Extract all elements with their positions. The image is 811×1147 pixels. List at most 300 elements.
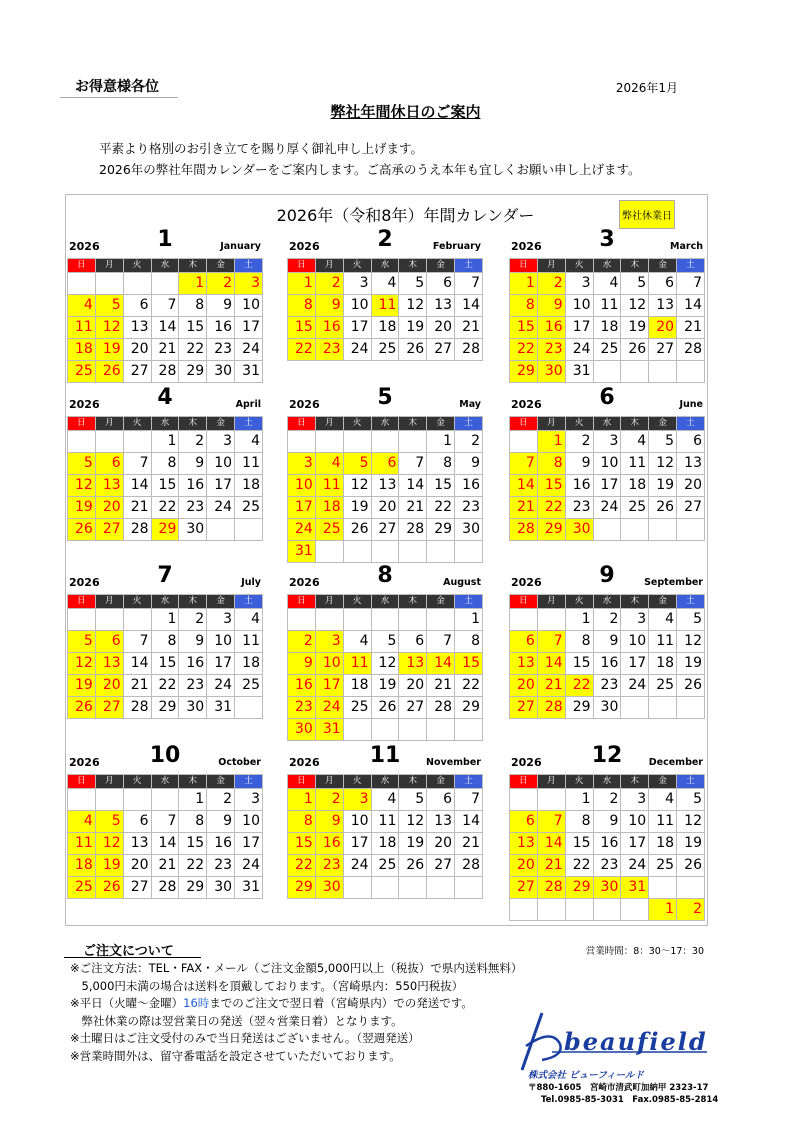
day-cell: 21 <box>123 675 151 697</box>
day-cell: 6 <box>427 789 455 811</box>
day-cell: 10 <box>235 811 263 833</box>
month-header <box>67 743 263 774</box>
weekday-header: 日 <box>288 595 316 609</box>
day-cell: 26 <box>68 697 96 719</box>
day-cell: 2 <box>565 431 593 453</box>
day-cell: 31 <box>207 697 235 719</box>
month-year: 2026 <box>511 240 542 253</box>
weekday-header: 火 <box>343 775 371 789</box>
day-cell: 18 <box>68 855 96 877</box>
weekday-header: 水 <box>151 417 179 431</box>
weekday-header: 月 <box>315 259 343 273</box>
day-cell: 2 <box>593 789 621 811</box>
day-cell: 20 <box>95 675 123 697</box>
empty-cell <box>123 609 151 631</box>
weekday-header: 金 <box>427 417 455 431</box>
day-cell: 8 <box>455 631 483 653</box>
day-cell: 19 <box>677 833 705 855</box>
day-cell: 7 <box>455 789 483 811</box>
month-table <box>67 594 263 719</box>
weekday-header: 水 <box>151 775 179 789</box>
day-cell: 2 <box>288 631 316 653</box>
day-cell: 13 <box>649 295 677 317</box>
day-cell: 8 <box>151 631 179 653</box>
month-year: 2026 <box>511 756 542 769</box>
day-cell: 18 <box>315 497 343 519</box>
empty-cell <box>455 877 483 899</box>
day-cell: 21 <box>123 497 151 519</box>
month-year: 2026 <box>289 756 320 769</box>
day-cell: 9 <box>315 295 343 317</box>
empty-cell <box>315 431 343 453</box>
weekday-header: 木 <box>179 595 207 609</box>
day-cell: 14 <box>123 653 151 675</box>
empty-cell <box>593 361 621 383</box>
empty-cell <box>371 877 399 899</box>
day-cell: 23 <box>207 339 235 361</box>
weekday-header: 火 <box>565 775 593 789</box>
day-cell: 12 <box>649 453 677 475</box>
day-cell: 27 <box>123 877 151 899</box>
weekday-header: 火 <box>565 595 593 609</box>
weekday-header: 月 <box>537 595 565 609</box>
day-cell: 4 <box>593 273 621 295</box>
empty-cell <box>399 541 427 563</box>
day-cell: 9 <box>315 811 343 833</box>
day-cell: 19 <box>621 317 649 339</box>
day-cell: 28 <box>151 877 179 899</box>
day-cell: 8 <box>427 453 455 475</box>
day-cell: 13 <box>510 653 538 675</box>
month-header <box>67 563 263 594</box>
intro-line-2: 2026年の弊社年間カレンダーをご案内します。ご高承のうえ本年も宜しくお願い申し上げます。 <box>99 162 641 177</box>
day-cell: 1 <box>455 609 483 631</box>
day-cell: 6 <box>95 631 123 653</box>
empty-cell <box>510 431 538 453</box>
day-cell: 16 <box>207 833 235 855</box>
weekday-header: 日 <box>510 259 538 273</box>
empty-cell <box>427 609 455 631</box>
day-cell: 1 <box>151 609 179 631</box>
empty-cell <box>95 273 123 295</box>
day-cell: 23 <box>315 339 343 361</box>
day-cell: 19 <box>399 833 427 855</box>
empty-cell <box>123 789 151 811</box>
day-cell: 25 <box>371 339 399 361</box>
day-cell: 7 <box>455 273 483 295</box>
day-cell: 7 <box>399 453 427 475</box>
day-cell: 26 <box>399 339 427 361</box>
day-cell: 3 <box>621 609 649 631</box>
day-cell: 16 <box>179 653 207 675</box>
weekday-header: 土 <box>235 259 263 273</box>
month-year: 2026 <box>69 576 100 589</box>
day-cell: 22 <box>537 497 565 519</box>
day-cell: 18 <box>593 317 621 339</box>
day-cell: 28 <box>455 339 483 361</box>
month-table <box>287 258 483 361</box>
weekday-header: 火 <box>123 595 151 609</box>
day-cell: 6 <box>510 631 538 653</box>
day-cell: 4 <box>371 273 399 295</box>
day-cell: 22 <box>179 855 207 877</box>
weekday-header: 土 <box>455 259 483 273</box>
day-cell: 6 <box>427 273 455 295</box>
day-cell: 5 <box>68 453 96 475</box>
day-cell: 19 <box>399 317 427 339</box>
day-cell: 26 <box>677 855 705 877</box>
weekday-header: 日 <box>288 259 316 273</box>
weekday-header: 金 <box>649 417 677 431</box>
month-name-en: March <box>670 241 703 252</box>
day-cell: 16 <box>565 475 593 497</box>
day-cell: 4 <box>343 631 371 653</box>
day-cell: 18 <box>235 475 263 497</box>
day-cell: 15 <box>565 833 593 855</box>
day-cell: 11 <box>621 453 649 475</box>
month-march <box>509 227 705 383</box>
day-cell: 26 <box>649 497 677 519</box>
order-note-1: ※ご注文方法：TEL・FAX・メール（ご注文金額5,000円以上（税抜）で県内送料無料） <box>70 961 523 975</box>
day-cell: 19 <box>677 653 705 675</box>
day-cell: 1 <box>288 789 316 811</box>
weekday-header: 土 <box>677 775 705 789</box>
day-cell: 6 <box>510 811 538 833</box>
empty-cell <box>207 519 235 541</box>
empty-cell <box>343 719 371 741</box>
weekday-header: 水 <box>593 417 621 431</box>
day-cell: 21 <box>677 317 705 339</box>
day-cell: 7 <box>123 453 151 475</box>
day-cell: 2 <box>179 609 207 631</box>
day-cell: 3 <box>565 273 593 295</box>
day-cell: 23 <box>315 855 343 877</box>
day-cell: 9 <box>288 653 316 675</box>
weekday-header: 火 <box>343 417 371 431</box>
day-cell: 19 <box>68 675 96 697</box>
day-cell: 29 <box>537 519 565 541</box>
month-name-en: September <box>644 577 703 588</box>
month-february <box>287 227 483 361</box>
weekday-header: 水 <box>593 595 621 609</box>
day-cell: 29 <box>151 519 179 541</box>
month-may <box>287 385 483 563</box>
month-number: 3 <box>599 227 615 252</box>
day-cell: 15 <box>565 653 593 675</box>
empty-cell <box>95 431 123 453</box>
day-cell: 30 <box>207 877 235 899</box>
month-number: 2 <box>377 227 393 252</box>
weekday-header: 水 <box>371 259 399 273</box>
day-cell: 22 <box>565 855 593 877</box>
day-cell: 24 <box>315 697 343 719</box>
month-header <box>509 563 705 594</box>
month-october <box>67 743 263 899</box>
day-cell: 5 <box>371 631 399 653</box>
empty-cell <box>151 789 179 811</box>
month-header <box>287 563 483 594</box>
month-year: 2026 <box>289 240 320 253</box>
day-cell: 3 <box>315 631 343 653</box>
empty-cell <box>677 361 705 383</box>
day-cell: 17 <box>288 497 316 519</box>
day-cell: 27 <box>510 697 538 719</box>
day-cell: 14 <box>455 295 483 317</box>
day-cell: 30 <box>455 519 483 541</box>
day-cell: 13 <box>95 475 123 497</box>
day-cell: 17 <box>343 833 371 855</box>
order-title-underline <box>64 957 201 958</box>
day-cell: 11 <box>235 631 263 653</box>
day-cell: 23 <box>207 855 235 877</box>
day-cell: 10 <box>593 453 621 475</box>
weekday-header: 水 <box>593 775 621 789</box>
recipient-underline <box>60 97 178 98</box>
day-cell: 10 <box>343 811 371 833</box>
day-cell: 3 <box>207 431 235 453</box>
month-november <box>287 743 483 899</box>
day-cell: 1 <box>565 789 593 811</box>
day-cell: 23 <box>537 339 565 361</box>
weekday-header: 木 <box>179 259 207 273</box>
day-cell: 24 <box>343 855 371 877</box>
empty-cell <box>371 541 399 563</box>
month-name-en: November <box>426 757 481 768</box>
order-note-3c: までのご注文で翌日着（宮崎県内）での発送です。 <box>209 996 473 1010</box>
day-cell: 2 <box>455 431 483 453</box>
day-cell: 29 <box>179 361 207 383</box>
day-cell: 20 <box>123 339 151 361</box>
day-cell: 1 <box>288 273 316 295</box>
day-cell: 4 <box>235 431 263 453</box>
day-cell: 22 <box>288 855 316 877</box>
day-cell: 23 <box>593 855 621 877</box>
day-cell: 15 <box>288 317 316 339</box>
company-name: 株式会社 ビューフィールド <box>528 1070 644 1081</box>
day-cell: 22 <box>288 339 316 361</box>
day-cell: 27 <box>95 697 123 719</box>
empty-cell <box>593 899 621 921</box>
day-cell: 21 <box>537 855 565 877</box>
month-table <box>509 258 705 383</box>
empty-cell <box>621 899 649 921</box>
weekday-header: 木 <box>399 259 427 273</box>
weekday-header: 金 <box>649 775 677 789</box>
day-cell: 26 <box>95 877 123 899</box>
day-cell: 24 <box>207 675 235 697</box>
day-cell: 29 <box>565 697 593 719</box>
day-cell: 26 <box>343 519 371 541</box>
empty-cell <box>537 789 565 811</box>
day-cell: 7 <box>537 811 565 833</box>
month-header <box>287 743 483 774</box>
day-cell: 13 <box>95 653 123 675</box>
month-number: 7 <box>157 563 173 588</box>
empty-cell <box>343 431 371 453</box>
day-cell: 28 <box>677 339 705 361</box>
day-cell: 30 <box>288 719 316 741</box>
day-cell: 15 <box>537 475 565 497</box>
day-cell: 26 <box>399 855 427 877</box>
day-cell: 14 <box>123 475 151 497</box>
day-cell: 27 <box>649 339 677 361</box>
month-header <box>509 743 705 774</box>
empty-cell <box>343 609 371 631</box>
day-cell: 30 <box>179 519 207 541</box>
empty-cell <box>68 609 96 631</box>
day-cell: 9 <box>593 811 621 833</box>
empty-cell <box>371 609 399 631</box>
day-cell: 7 <box>427 631 455 653</box>
order-note-2: 5,000円未満の場合は送料を頂戴しております。（宮崎県内：550円税抜） <box>70 978 464 993</box>
month-number: 6 <box>599 385 615 410</box>
day-cell: 7 <box>123 631 151 653</box>
weekday-header: 金 <box>207 775 235 789</box>
day-cell: 6 <box>123 811 151 833</box>
weekday-header: 日 <box>510 417 538 431</box>
day-cell: 27 <box>677 497 705 519</box>
day-cell: 11 <box>649 811 677 833</box>
day-cell: 12 <box>343 475 371 497</box>
day-cell: 19 <box>371 675 399 697</box>
weekday-header: 土 <box>677 259 705 273</box>
month-table <box>509 774 705 921</box>
day-cell: 28 <box>123 519 151 541</box>
day-cell: 14 <box>151 833 179 855</box>
day-cell: 31 <box>315 719 343 741</box>
day-cell: 14 <box>510 475 538 497</box>
day-cell: 1 <box>179 789 207 811</box>
empty-cell <box>68 789 96 811</box>
day-cell: 21 <box>510 497 538 519</box>
empty-cell <box>621 519 649 541</box>
weekday-header: 木 <box>179 775 207 789</box>
day-cell: 8 <box>288 811 316 833</box>
day-cell: 22 <box>179 339 207 361</box>
day-cell: 12 <box>677 631 705 653</box>
month-table <box>67 416 263 541</box>
order-note-3 <box>70 995 522 1013</box>
month-year: 2026 <box>289 576 320 589</box>
day-cell: 27 <box>95 519 123 541</box>
empty-cell <box>343 877 371 899</box>
day-cell: 4 <box>68 811 96 833</box>
day-cell: 1 <box>537 431 565 453</box>
day-cell: 21 <box>151 855 179 877</box>
day-cell: 25 <box>371 855 399 877</box>
weekday-header: 金 <box>427 775 455 789</box>
day-cell: 18 <box>621 475 649 497</box>
day-cell: 19 <box>649 475 677 497</box>
month-year: 2026 <box>69 240 100 253</box>
day-cell: 18 <box>649 833 677 855</box>
day-cell: 7 <box>151 811 179 833</box>
month-number: 11 <box>369 743 401 768</box>
day-cell: 30 <box>537 361 565 383</box>
day-cell: 6 <box>123 295 151 317</box>
day-cell: 19 <box>95 855 123 877</box>
weekday-header: 水 <box>593 259 621 273</box>
day-cell: 27 <box>427 855 455 877</box>
weekday-header: 月 <box>537 259 565 273</box>
empty-cell <box>315 609 343 631</box>
empty-cell <box>371 431 399 453</box>
weekday-header: 火 <box>123 417 151 431</box>
empty-cell <box>123 273 151 295</box>
month-header <box>287 227 483 258</box>
empty-cell <box>343 541 371 563</box>
day-cell: 31 <box>235 877 263 899</box>
day-cell: 29 <box>510 361 538 383</box>
day-cell: 23 <box>455 497 483 519</box>
weekday-header: 火 <box>123 775 151 789</box>
empty-cell <box>510 789 538 811</box>
day-cell: 15 <box>151 475 179 497</box>
empty-cell <box>399 609 427 631</box>
weekday-header: 土 <box>235 417 263 431</box>
day-cell: 1 <box>151 431 179 453</box>
day-cell: 3 <box>207 609 235 631</box>
business-hours: 営業時間：8：30～17：30 <box>585 946 704 957</box>
day-cell: 23 <box>593 675 621 697</box>
empty-cell <box>399 719 427 741</box>
day-cell: 5 <box>343 453 371 475</box>
day-cell: 21 <box>455 317 483 339</box>
day-cell: 28 <box>537 877 565 899</box>
day-cell: 17 <box>315 675 343 697</box>
day-cell: 30 <box>315 877 343 899</box>
empty-cell <box>288 609 316 631</box>
day-cell: 20 <box>123 855 151 877</box>
weekday-header: 月 <box>95 775 123 789</box>
day-cell: 11 <box>371 295 399 317</box>
day-cell: 20 <box>427 833 455 855</box>
day-cell: 22 <box>151 675 179 697</box>
day-cell: 4 <box>621 431 649 453</box>
day-cell: 11 <box>68 833 96 855</box>
weekday-header: 木 <box>621 417 649 431</box>
empty-cell <box>399 877 427 899</box>
weekday-header: 水 <box>371 775 399 789</box>
day-cell: 2 <box>593 609 621 631</box>
day-cell: 20 <box>677 475 705 497</box>
month-name-en: December <box>648 757 703 768</box>
empty-cell <box>565 899 593 921</box>
day-cell: 24 <box>621 855 649 877</box>
weekday-header: 日 <box>68 595 96 609</box>
weekday-header: 火 <box>343 259 371 273</box>
day-cell: 28 <box>537 697 565 719</box>
day-cell: 9 <box>455 453 483 475</box>
day-cell: 25 <box>649 675 677 697</box>
order-note-5: ※土曜日はご注文受付のみで当日発送はございません。（翌週発送） <box>70 1031 420 1045</box>
weekday-header: 金 <box>649 595 677 609</box>
day-cell: 25 <box>235 497 263 519</box>
day-cell: 17 <box>235 833 263 855</box>
page-title <box>0 101 811 122</box>
day-cell: 9 <box>207 295 235 317</box>
day-cell: 17 <box>593 475 621 497</box>
empty-cell <box>399 431 427 453</box>
month-january <box>67 227 263 383</box>
weekday-header: 木 <box>399 417 427 431</box>
day-cell: 28 <box>399 519 427 541</box>
day-cell: 11 <box>235 453 263 475</box>
empty-cell <box>427 719 455 741</box>
day-cell: 4 <box>315 453 343 475</box>
empty-cell <box>649 877 677 899</box>
order-note-3a: ※平日（火曜～金曜） <box>70 996 184 1010</box>
